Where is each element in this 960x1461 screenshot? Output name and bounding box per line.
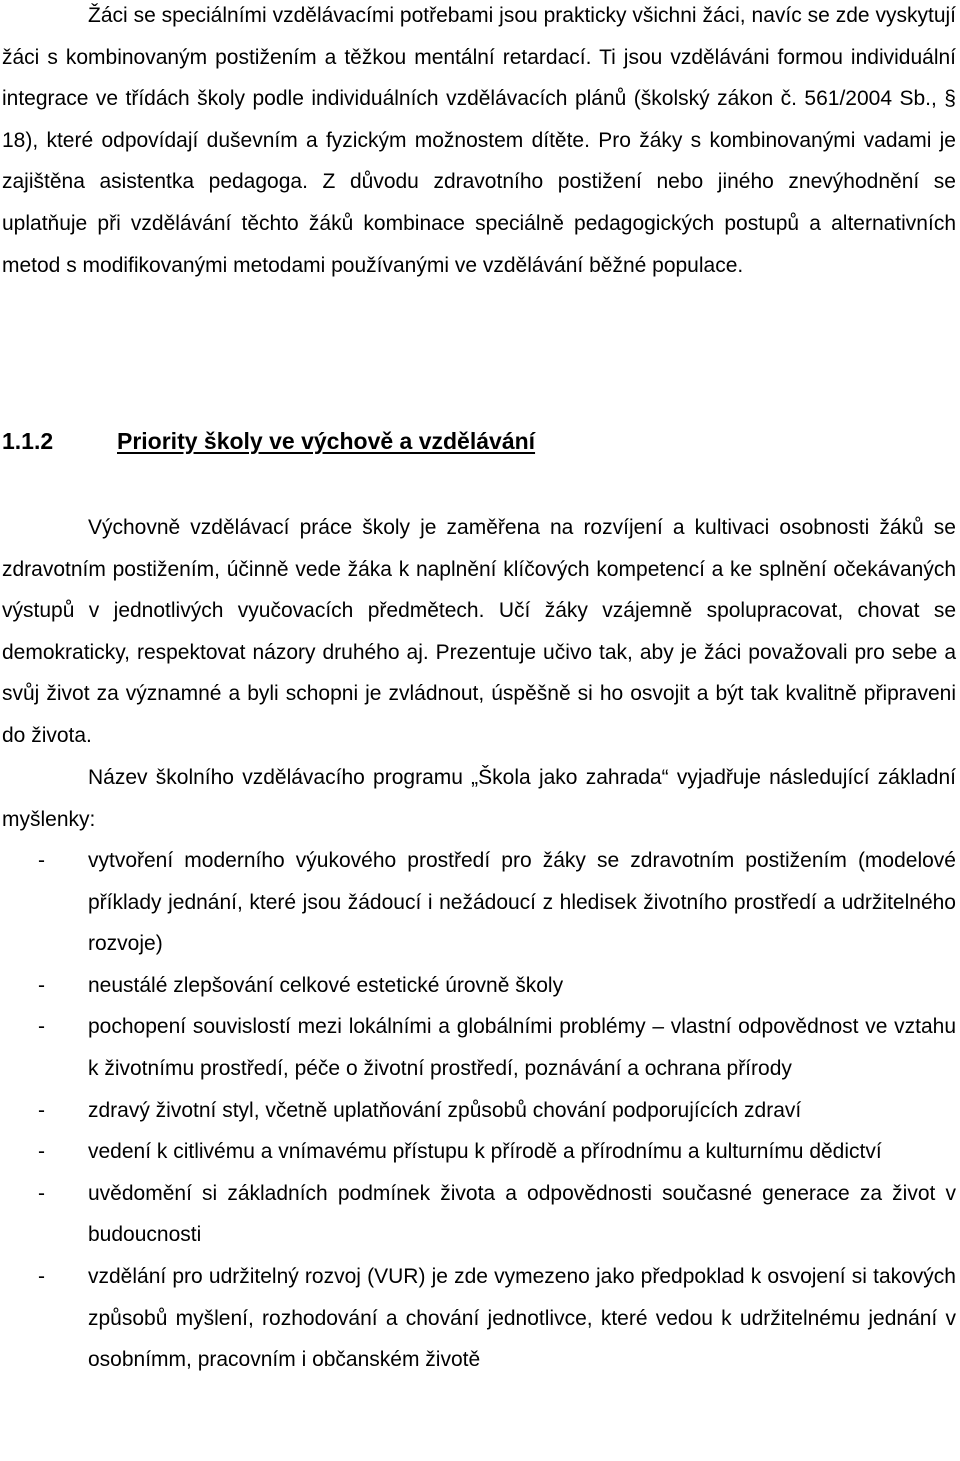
list-item [2,1256,956,1381]
paragraph-priorities: Výchovně vzdělávací práce školy je zaměřena na rozvíjení a kultivaci osobnosti žáků se zdravotním postižením, účinně vede žáka k naplnění klíčových kompetencí a ke splnění očekávaných výstupů v jednotlivých vyučovacích předmětech. Učí žáky vzájemně spolupracovat, chovat se demokraticky, respektovat názory druhého aj. Prezentuje učivo tak, aby je žáci považovali pro sebe a svůj život za významné a byli schopni je zvládnout, úspěšně si ho osvojit a být tak kvalitně připraveni do života. [2,516,956,747]
list-marker: - [38,849,45,872]
list-item [2,1173,956,1256]
list-marker: - [38,1015,45,1039]
list-item [2,965,956,1007]
list-marker: - [38,1140,45,1164]
list-item-text: vzdělání pro udržitelný rozvoj (VUR) je zde vymezeno jako předpoklad k osvojení si takových způsobů myšlení, rozhodování a chování jednotlivce, které vedou k udržitelnému jednání v osobnímm, pracovním i občanském životě [88,1264,956,1372]
ideas-list [2,840,956,1381]
list-item-text: pochopení souvislostí mezi lokálními a globálními problémy – vlastní odpovědnost ve vztahu k životnímu prostředí, péče o životní prostředí, poznávání a ochrana přírody [88,1015,956,1080]
list-item [2,840,956,965]
paragraph-special-needs: Žáci se speciálními vzdělávacími potřebami jsou prakticky všichni žáci, navíc se zde vyskytují žáci s kombinovaným postižením a těžkou mentální retardací. Ti jsou vzděláváni formou individuální integrace ve třídách školy podle individuálních vzdělávacích plánů (školský zákon č. 561/2004 Sb., § 18), které odpovídají duševním a fyzickým možnostem dítěte. Pro žáky s kombinovanými vadami je zajištěna asistentka pedagoga. Z důvodu zdravotního postižení nebo jiného znevýhodnění se uplatňuje při vzdělávání těchto žáků kombinace speciálně pedagogických postupů a alternativních metod s modifikovanými metodami používanými ve vzdělávání běžné populace. [2,4,956,277]
list-item-text: vytvoření moderního výukového prostředí pro žáky se zdravotním postižením (modelové příklady jednání, které jsou žádoucí i nežádoucí z hledisek životního prostředí a udržitelného rozvoje) [88,849,956,956]
list-marker: - [38,1264,45,1288]
section-title: Priority školy ve výchově a vzdělávání [117,428,536,454]
list-marker: - [38,1098,45,1122]
paragraph-program-name: Název školního vzdělávacího programu „Škola jako zahrada“ vyjadřuje následující základní myšlenky: [2,766,956,831]
list-item-text: zdravý životní styl, včetně uplatňování způsobů chování podporujících zdraví [88,1098,802,1122]
list-item [2,1131,956,1173]
list-marker: - [38,973,45,997]
list-item-text: vedení k citlivému a vnímavému přístupu k přírodě a přírodnímu a kulturnímu dědictví [88,1140,882,1164]
list-item [2,1006,956,1089]
section-number: 1.1.2 [2,428,54,454]
list-item [2,1090,956,1132]
list-item-text: neustálé zlepšování celkové estetické úrovně školy [88,973,564,997]
section-heading [2,421,535,461]
list-item-text: uvědomění si základních podmínek života a odpovědnosti současné generace za život v budoucnosti [88,1181,956,1247]
list-marker: - [38,1181,45,1205]
